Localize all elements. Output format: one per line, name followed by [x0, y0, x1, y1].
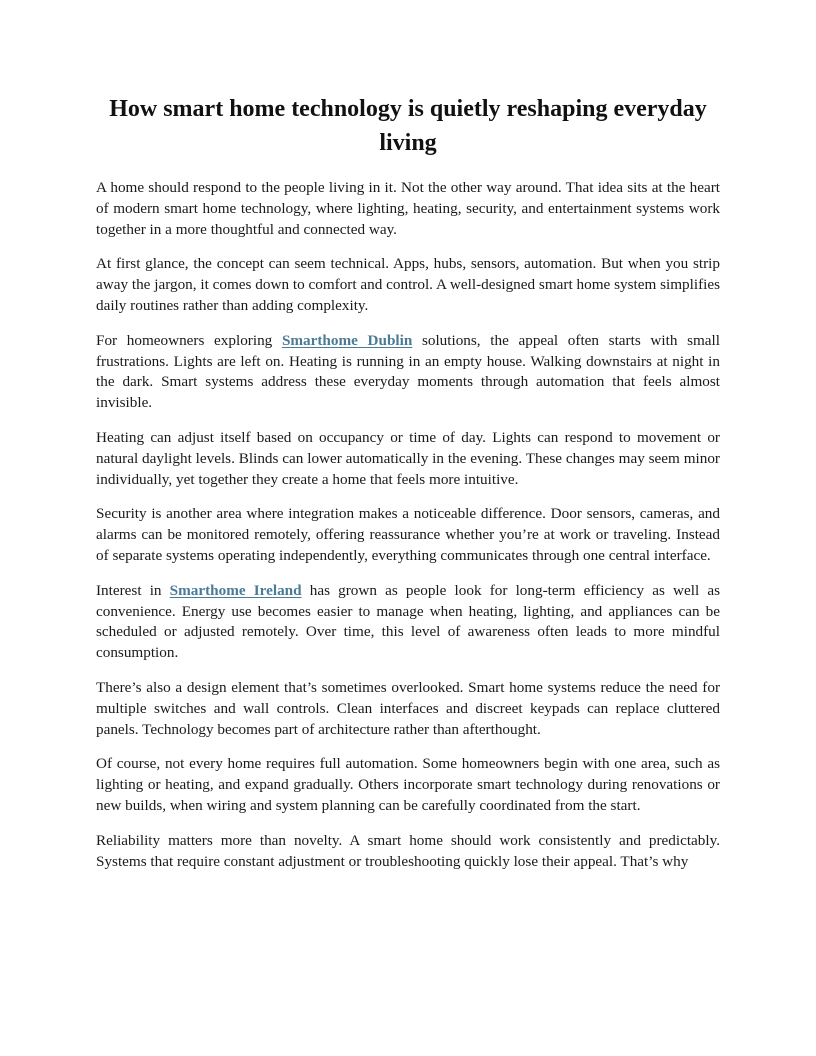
paragraph-text-before-link: Interest in [96, 581, 170, 599]
paragraph-intro: A home should respond to the people living in it. Not the other way around. That idea sits at the heart of modern smart home technology, where lighting, heating, security, and entertainment systems work together in a more thoughtful and connected way. [96, 179, 720, 238]
paragraph-design: There’s also a design element that’s sometimes overlooked. Smart home systems reduce the need for multiple switches and wall controls. Clean interfaces and discreet keypads can replace cluttered panels. Technology becomes part of architecture rather than afterthought. [96, 678, 720, 738]
document-title: How smart home technology is quietly reshaping everyday living [109, 96, 707, 156]
paragraph-text-after-link: has grown as people look for long-term efficiency as well as convenience. Energy use becomes easier to manage when heating, lighting, and appliances can be scheduled or adjusted remotely. Over time, this level of awareness often leads to more mindful consumption. [96, 581, 720, 662]
document-page [96, 92, 720, 886]
paragraph-text-before-link: For homeowners exploring [96, 331, 282, 349]
smarthome-dublin-link[interactable]: Smarthome Dublin [281, 331, 413, 349]
paragraph-ireland [96, 581, 720, 664]
paragraph-automation: Of course, not every home requires full automation. Some homeowners begin with one area, such as lighting or heating, and expand gradually. Others incorporate smart technology during renovations or new builds, when wiring and system planning can be carefully coordinated from the start. [96, 755, 720, 814]
paragraph-text-after-link: solutions, the appeal often starts with small frustrations. Lights are left on. Heating is running in an empty house. Walking downstairs at night in the dark. Smart systems address these everyday moments through automation that feels almost invisible. [96, 331, 720, 412]
smarthome-ireland-link[interactable]: Smarthome Ireland [169, 581, 302, 599]
paragraph-security: Security is another area where integration makes a noticeable difference. Door sensors, cameras, and alarms can be monitored remotely, offering reassurance whether you’re at work or traveling. Instead of separate systems operating independently, everything communicates through one central interface. [96, 505, 720, 564]
paragraph-dublin [96, 331, 720, 414]
paragraph-heating: Heating can adjust itself based on occupancy or time of day. Lights can respond to movement or natural daylight levels. Blinds can lower automatically in the evening. These changes may seem minor individually, yet together they create a home that feels more intuitive. [96, 428, 720, 488]
paragraph-reliability: Reliability matters more than novelty. A smart home should work consistently and predictably. Systems that require constant adjustment or troubleshooting quickly lose their appeal. That’s why [96, 831, 720, 870]
paragraph-concept: At first glance, the concept can seem technical. Apps, hubs, sensors, automation. But when you strip away the jargon, it comes down to comfort and control. A well-designed smart home system simplifies daily routines rather than adding complexity. [96, 255, 720, 314]
